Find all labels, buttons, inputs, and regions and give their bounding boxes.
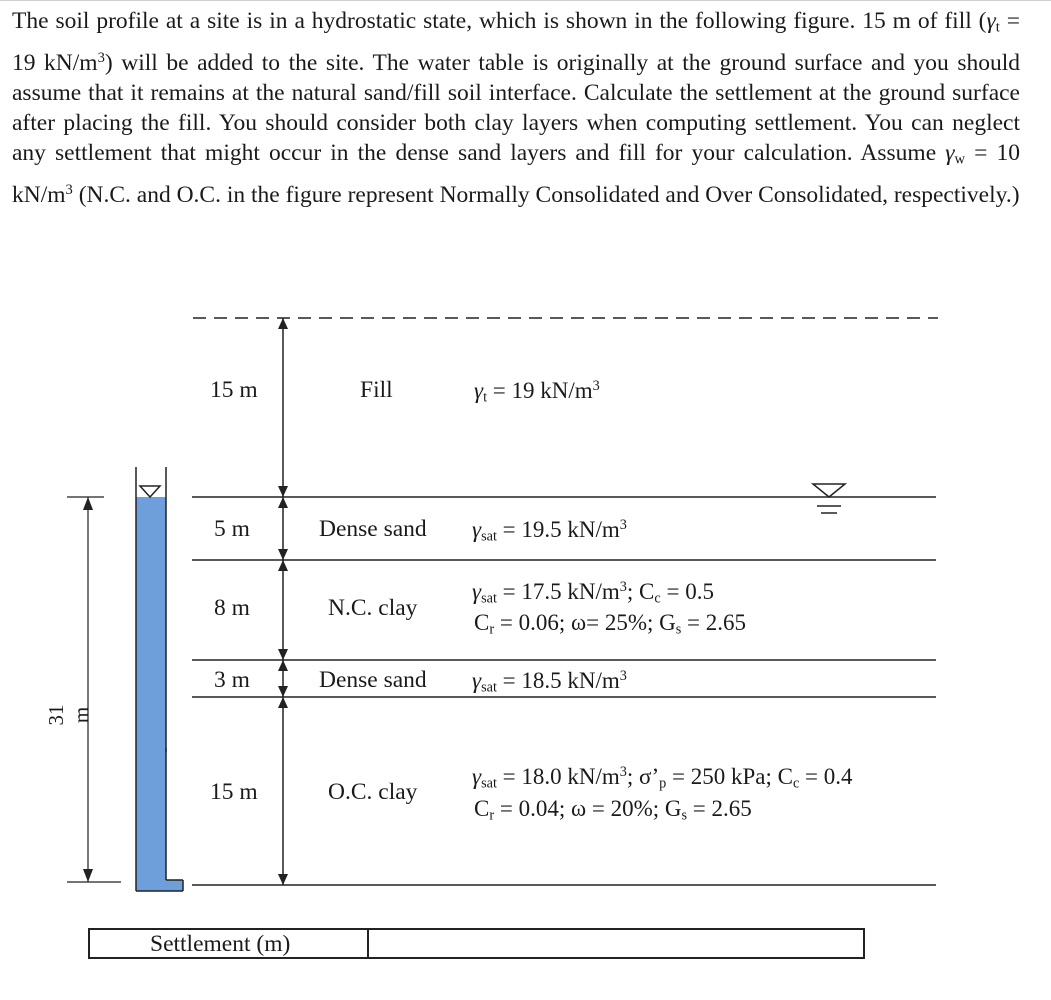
problem-statement: The soil profile at a site is in a hydrostatic state, which is shown in the following figure. 15 m of fill ($\gamma_t = 19$ $kN/m^3$) will be added to the site. The water table is originally at the ground surface and you should assume that it remains at the natural sand/fill soil interface. Calculate the settlement at the ground surface after placing the fill. You should consider both clay layers when computing settlement. You can neglect any settlement that might occur in the dense sand layers and fill for your calculation. Assume $\gamma_w = 10$ $kN/m^3$ (N.C. and O.C. in the figure represent Normally Consolidated and Over Consolidated, respectively.) <box>12 8 1021 209</box>
props-oc-clay-line2: $C_r = 0.04$; ω = 20%; $G_s = 2.65$ <box>474 796 752 824</box>
props-dense-sand-2: $\gamma_{sat} = 18.5$ $kN/m^3$ <box>472 668 627 696</box>
thickness-fill: 15 m <box>210 377 258 403</box>
piezometer-water <box>136 497 166 891</box>
total-depth-label: 31 m <box>44 704 93 726</box>
water-table-symbol <box>813 484 845 513</box>
props-nc-clay-line1: $\gamma_{sat} = 17.5$ $kN/m^3$; $C_c = 0.5$ <box>472 579 714 607</box>
layer-name-fill: Fill <box>360 377 393 403</box>
layer-name-dense-sand-2: Dense sand <box>319 667 427 693</box>
props-nc-clay-line2: $C_r = 0.06$; ω= 25%; $G_s = 2.65$ <box>474 610 747 638</box>
layer-name-dense-sand-1: Dense sand <box>319 516 427 542</box>
thickness-oc-clay: 15 m <box>210 779 258 805</box>
settlement-label: Settlement (m) <box>90 930 369 957</box>
props-oc-clay-line1: $\gamma_{sat} = 18.0$ $kN/m^3$; $\sigma’_p = 250$ kPa; $C_c = 0.4$ <box>472 764 853 792</box>
layer-name-nc-clay: N.C. clay <box>328 595 418 621</box>
thickness-nc-clay: 8 m <box>214 595 250 621</box>
layer-name-oc-clay: O.C. clay <box>328 779 418 805</box>
settlement-answer-table <box>88 928 865 959</box>
settlement-answer-cell[interactable] <box>369 930 863 957</box>
props-dense-sand-1: $\gamma_{sat} = 19.5$ $kN/m^3$ <box>472 517 627 545</box>
props-fill: $\gamma_t = 19$ $kN/m^3$ <box>474 378 600 406</box>
thickness-dense-sand-2: 3 m <box>214 667 250 693</box>
piezometer-water-level-icon <box>140 486 160 497</box>
thickness-dense-sand-1: 5 m <box>214 516 250 542</box>
piezometer-foot <box>160 880 183 891</box>
